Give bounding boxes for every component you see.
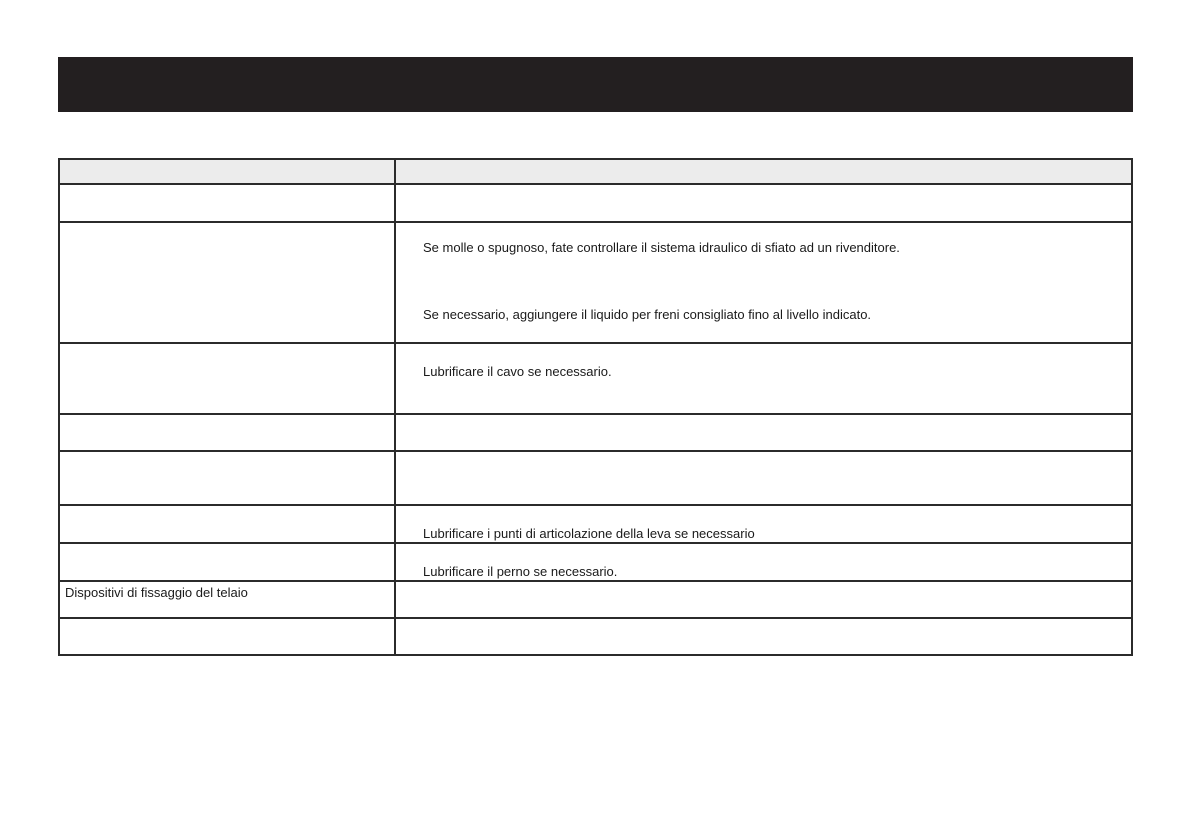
item-cell bbox=[59, 222, 395, 343]
item-cell bbox=[59, 618, 395, 655]
note-text: Lubrificare i punti di articolazione della leva se necessario bbox=[423, 526, 755, 541]
note-text: Se necessario, aggiungere il liquido per freni consigliato fino al livello indicato. bbox=[423, 307, 872, 322]
section-title-bar bbox=[58, 57, 1133, 112]
note-text: Lubrificare il cavo se necessario. bbox=[423, 364, 612, 379]
notes-cell bbox=[395, 618, 1132, 655]
table-row bbox=[59, 543, 1132, 581]
item-cell bbox=[59, 581, 395, 618]
note-text: Se molle o spugnoso, fate controllare il sistema idraulico di sfiato ad un rivenditore. bbox=[423, 240, 900, 255]
table-row bbox=[59, 618, 1132, 655]
notes-cell bbox=[395, 543, 1132, 581]
item-cell bbox=[59, 505, 395, 543]
table-row bbox=[59, 184, 1132, 222]
item-cell bbox=[59, 343, 395, 414]
column-header-item bbox=[59, 159, 395, 184]
item-cell bbox=[59, 184, 395, 222]
item-cell bbox=[59, 451, 395, 505]
notes-cell bbox=[395, 414, 1132, 451]
notes-cell bbox=[395, 343, 1132, 414]
table-header-row bbox=[59, 159, 1132, 184]
item-cell bbox=[59, 543, 395, 581]
table-row bbox=[59, 581, 1132, 618]
table-row bbox=[59, 414, 1132, 451]
item-cell bbox=[59, 414, 395, 451]
table-row bbox=[59, 505, 1132, 543]
table-row bbox=[59, 451, 1132, 505]
maintenance-table bbox=[58, 158, 1133, 656]
column-header-notes bbox=[395, 159, 1132, 184]
notes-cell bbox=[395, 222, 1132, 343]
notes-cell bbox=[395, 505, 1132, 543]
notes-cell bbox=[395, 451, 1132, 505]
notes-cell bbox=[395, 184, 1132, 222]
table-row bbox=[59, 343, 1132, 414]
item-label: Dispositivi di fissaggio del telaio bbox=[65, 585, 248, 600]
table-row bbox=[59, 222, 1132, 343]
note-text: Lubrificare il perno se necessario. bbox=[423, 564, 618, 579]
notes-cell bbox=[395, 581, 1132, 618]
